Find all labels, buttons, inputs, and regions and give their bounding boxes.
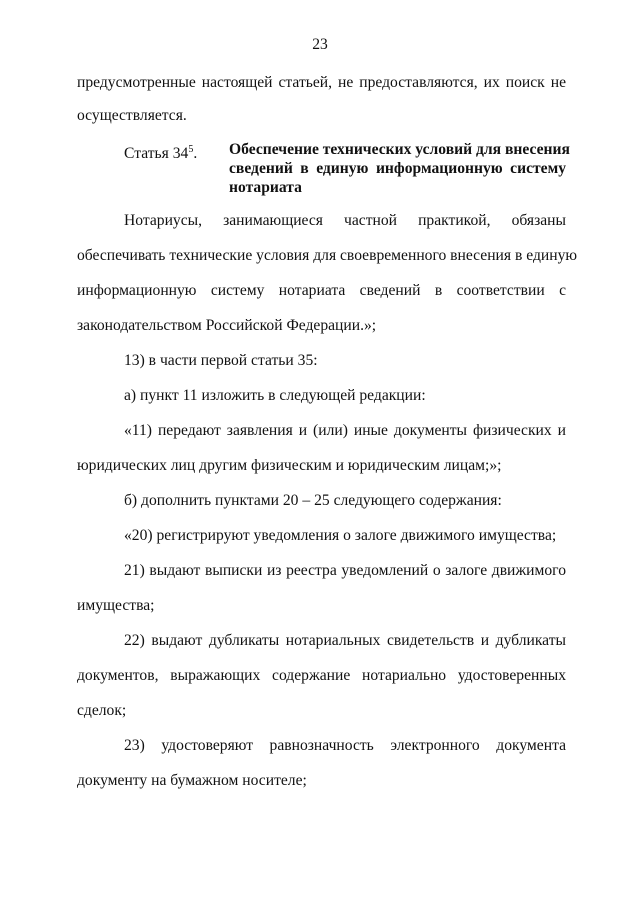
article-label-suffix: .: [193, 145, 198, 162]
body-line: а) пункт 11 изложить в следующей редакции:: [124, 387, 426, 404]
body-line: сделок;: [77, 702, 127, 719]
body-line: 22) выдают дубликаты нотариальных свидетельств и дубликаты: [124, 632, 566, 649]
body-line: имущества;: [77, 597, 155, 614]
body-line: 13) в части первой статьи 35:: [124, 352, 318, 369]
body-line: б) дополнить пунктами 20 – 25 следующего содержания:: [124, 492, 502, 509]
body-line: информационную систему нотариата сведений в соответствии с: [77, 282, 566, 299]
body-line: обеспечивать технические условия для своевременного внесения в единую: [77, 247, 578, 264]
body-line: осуществляется.: [77, 107, 187, 124]
article-label-superscript: 5: [188, 144, 194, 155]
body-line: «11) передают заявления и (или) иные документы физических и: [124, 422, 566, 439]
article-title-line: сведений в единую информационную систему: [229, 160, 566, 177]
article-title-line: Обеспечение технических условий для внесения: [229, 141, 570, 158]
body-line: документов, выражающих содержание нотариально удостоверенных: [77, 667, 566, 684]
body-line: юридических лиц другим физическим и юридическим лицам;»;: [77, 457, 502, 474]
article-label: [124, 141, 197, 163]
body-line: предусмотренные настоящей статьей, не предоставляются, их поиск не: [77, 74, 566, 91]
article-title-line: нотариата: [229, 179, 302, 196]
article-label-prefix: Статья 34: [124, 145, 189, 162]
body-line: документу на бумажном носителе;: [77, 772, 307, 789]
body-line: законодательством Российской Федерации.»;: [77, 317, 377, 334]
page-number: 23: [312, 36, 328, 53]
body-line: 21) выдают выписки из реестра уведомлений о залоге движимого: [124, 562, 566, 579]
body-line: 23) удостоверяют равнозначность электронного документа: [124, 737, 566, 754]
body-line: Нотариусы, занимающиеся частной практикой, обязаны: [124, 212, 566, 229]
body-line: «20) регистрируют уведомления о залоге движимого имущества;: [124, 527, 557, 544]
